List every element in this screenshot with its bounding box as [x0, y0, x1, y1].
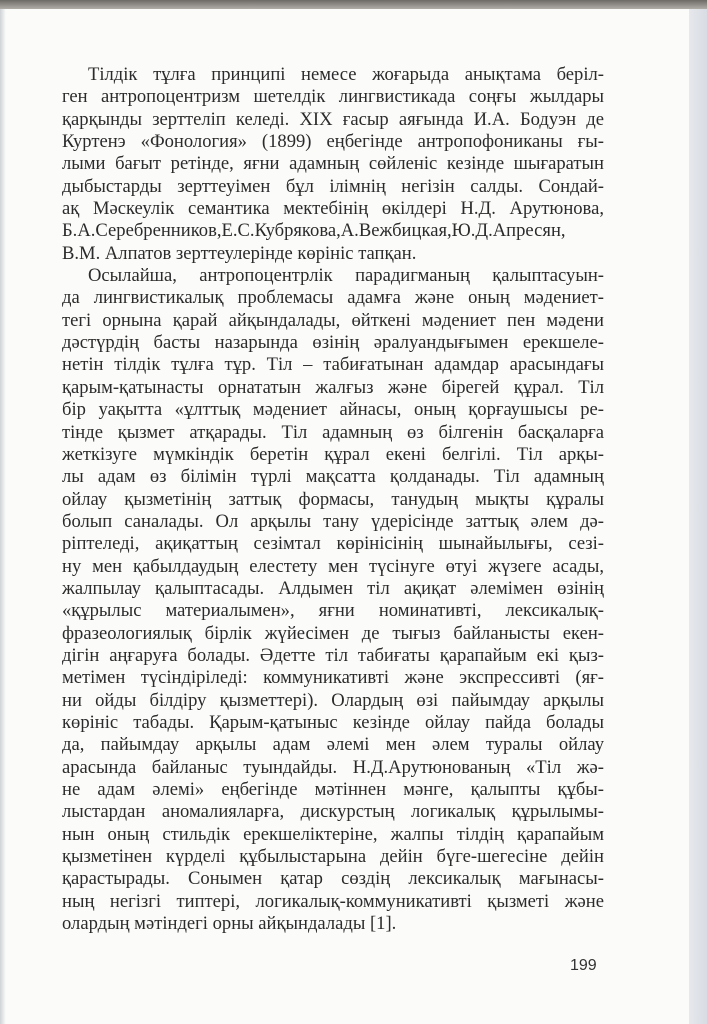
text-line: В.М. Алпатов зерттеулерінде көрініс тапқан.	[62, 242, 417, 264]
text-line: ақ Мәскеулік семантика мектебінің өкілдері Н.Д. Арутюнова,	[62, 198, 604, 220]
text-line: тінде қызмет атқарады. Тіл адамның өз білгенін басқаларға	[62, 421, 604, 443]
text-line: да, пайымдау арқылы адам әлемі мен әлем туралы ойлау	[62, 734, 604, 756]
text-line: лыстардан аномалияларға, дискурстың логикалық құрылымы-	[62, 801, 604, 823]
text-line: қарым-қатынасты орнататын жалғыз және бірегей құрал. Тіл	[62, 376, 604, 398]
text-line: нетін тілдік тұлға тұр. Тіл – табиғатынан адамдар арасындағы	[62, 354, 604, 376]
text-line: метімен түсіндіріледі: коммуникативті және экспрессивті (яғ-	[62, 667, 604, 689]
text-line: дыбыстарды зерттеуімен бұл ілімнің негізін салды. Сондай-	[62, 175, 604, 197]
page-number: 199	[570, 957, 597, 974]
text-line: фразеологиялық бірлік жүйесімен де тығыз байланысты екен-	[62, 622, 604, 644]
text-line: да лингвистикалық проблемасы адамға және оның мәдениет-	[62, 287, 604, 309]
text-line: дәстүрдің басты назарында өзінің әралуандығымен ерекшеле-	[62, 332, 604, 354]
text-line: Осылайша, антропоцентрлік парадигманың қалыптасуын-	[88, 265, 604, 287]
text-line: көрініс табады. Қарым-қатыныс кезінде ойлау пайда болады	[62, 711, 604, 733]
text-line: жеткізуге мүмкіндік беретін құрал екені белгілі. Тіл арқы-	[62, 443, 604, 465]
page-right-edge	[689, 9, 707, 1024]
text-line: ойлау қызметінің заттық формасы, танудың мықты құралы	[62, 488, 604, 510]
text-line: ну мен қабылдаудың елестету мен түсінуге өтуі жүзеге асады,	[62, 555, 604, 577]
text-line: не адам әлемі» еңбегінде мәтіннен мәнге, қалыпты құбы-	[62, 779, 604, 800]
text-line: Тілдік тұлға принципі немесе жоғарыда анықтама беріл-	[88, 64, 604, 85]
text-line: ни ойды білдіру қызметтері). Олардың өзі пайымдау арқылы	[62, 689, 604, 711]
text-line: ріптеледі, ақиқаттың сезімтал көрінісінің шынайылығы, сезі-	[62, 533, 604, 555]
text-line: Б.А.Серебренников,Е.С.Кубрякова,А.Вежбицкая,Ю.Д.Апресян,	[62, 220, 566, 242]
text-line: бір уақытта «ұлттық мәдениет айнасы, оның қорғаушысы ре-	[62, 399, 604, 421]
text-line: лыми бағыт ретінде, яғни адамның сөйленіс кезінде шығаратын	[62, 153, 604, 175]
text-line: ген антропоцентризм шетелдік лингвистикада соңғы жылдары	[62, 86, 604, 108]
text-line: тегі орнына қарай айқындалады, өйткені мәдениет пен мәдени	[62, 309, 604, 331]
text-line: қызметінен күрделі құбылыстарына дейін бүге-шегесіне дейін	[62, 846, 604, 868]
text-line: ның негізгі типтері, логикалық-коммуникативті қызметі және	[62, 890, 604, 912]
text-line: қарастырады. Сонымен қатар сөздің лексикалық мағынасы-	[62, 868, 604, 890]
text-line: олардың мәтіндегі орны айқындалады [1].	[62, 913, 397, 935]
text-line: арасында байланыс туындайды. Н.Д.Арутюнованың «Тіл жә-	[62, 756, 604, 778]
text-line: «құрылыс материалымен», яғни номинативті, лексикалық-	[62, 600, 604, 622]
text-line: болып саналады. Ол арқылы тану үдерісінде заттық әлем дә-	[62, 510, 604, 532]
page-left-shadow	[0, 9, 6, 1024]
text-line: лы адам өз білімін түрлі мақсатта қолданады. Тіл адамның	[62, 466, 604, 488]
text-line: дігін аңғаруға болады. Әдетте тіл табиғаты қарапайым екі қыз-	[62, 644, 604, 666]
text-line: жалпылау қалыптасады. Алдымен тіл ақиқат әлемімен өзінің	[62, 577, 604, 599]
text-line: Куртенэ «Фонология» (1899) еңбегінде антропофониканы ғы-	[62, 131, 604, 153]
text-line: қарқынды зерттеліп келеді. XIX ғасыр аяғында И.А. Бодуэн де	[62, 108, 604, 130]
text-line: нын оның стильдік ерекшеліктеріне, жалпы тілдің қарапайым	[62, 823, 604, 845]
body-text	[62, 64, 604, 935]
